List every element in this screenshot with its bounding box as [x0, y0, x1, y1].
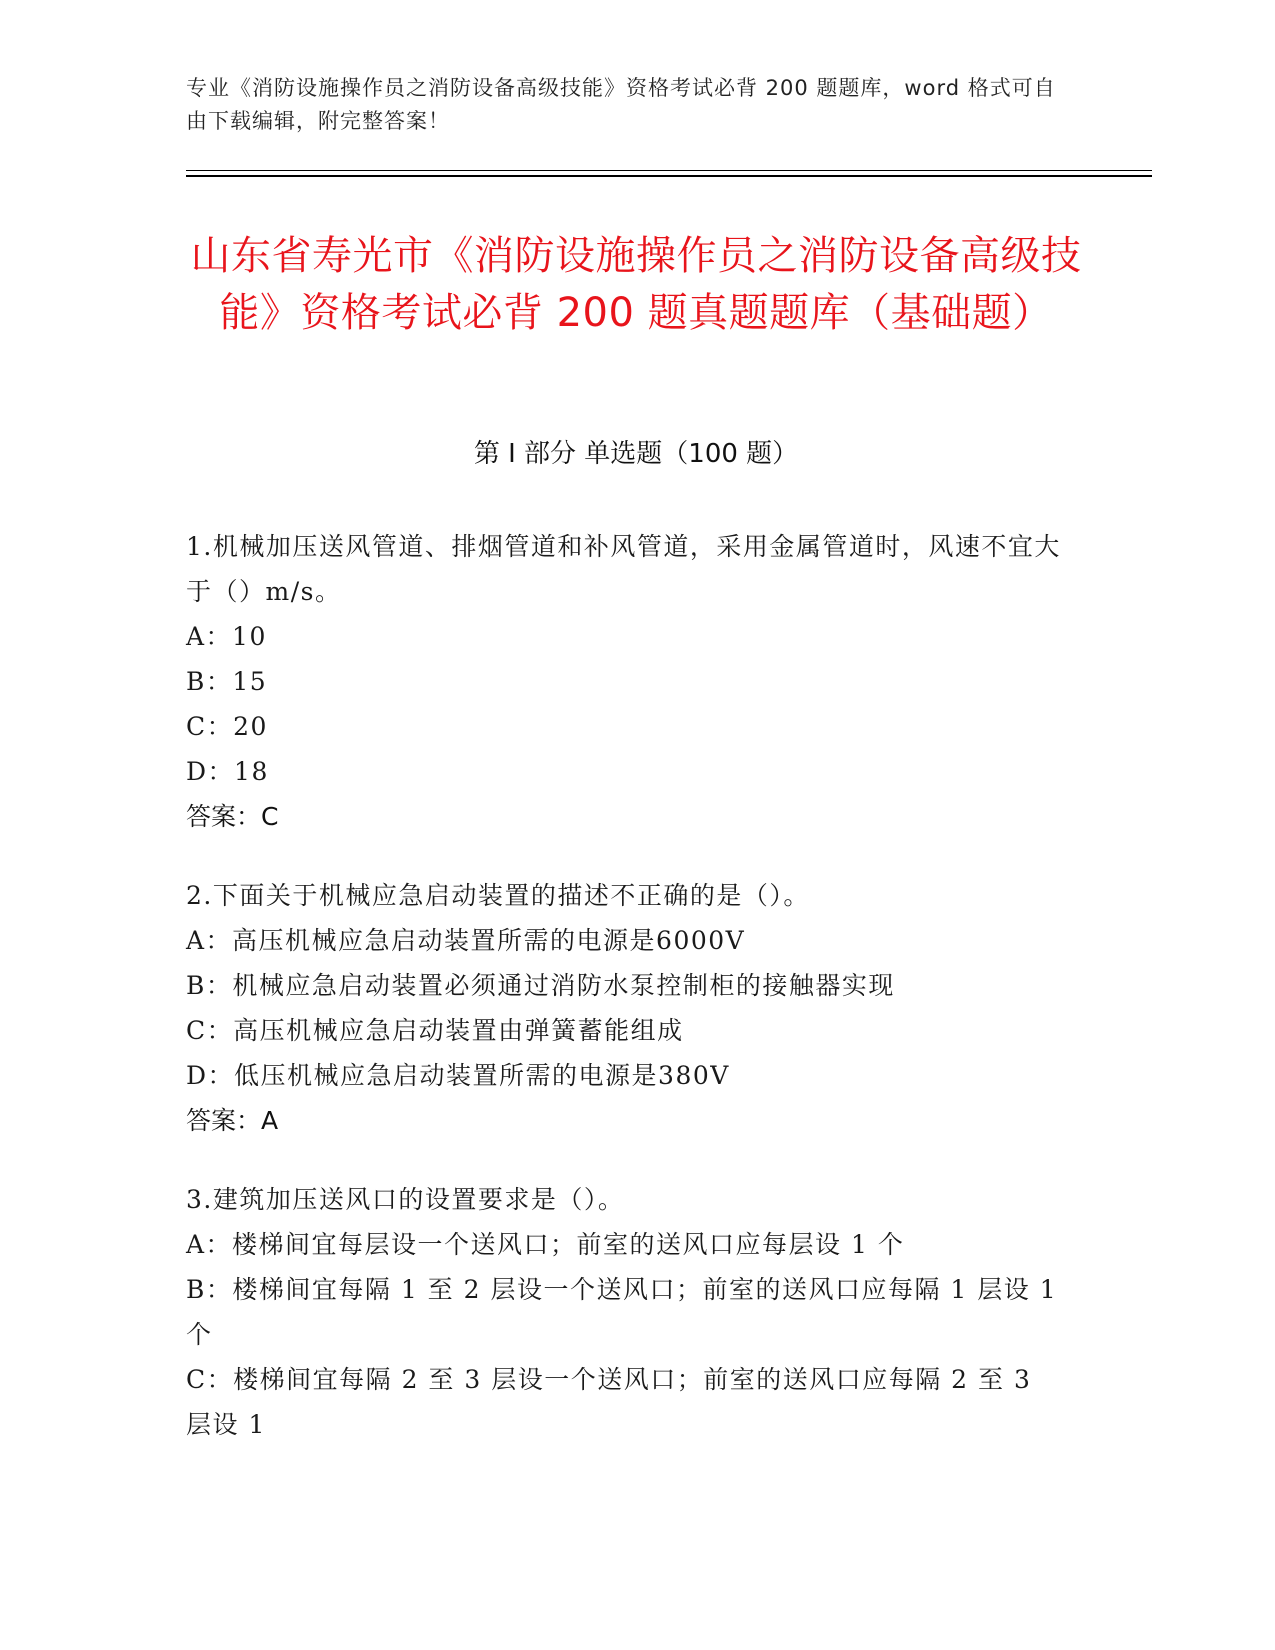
question-1 — [186, 524, 1066, 839]
question-stem: 3.建筑加压送风口的设置要求是（）。 — [186, 1185, 625, 1214]
question-2 — [186, 873, 1066, 1143]
option-a: A：10 — [186, 622, 267, 651]
option-c: C：高压机械应急启动装置由弹簧蓄能组成 — [186, 1016, 684, 1045]
header-divider-thick — [186, 175, 1152, 177]
section-title: 第 I 部分 单选题（100 题） — [473, 439, 799, 469]
document-title: 山东省寿光市《消防设施操作员之消防设备高级技能》资格考试必背 200 题真题题库（基础题） — [190, 233, 1082, 336]
option-b: B：15 — [186, 667, 268, 696]
option-a: A：高压机械应急启动装置所需的电源是6000V — [186, 926, 746, 955]
option-b: B：楼梯间宜每隔 1 至 2 层设一个送风口；前室的送风口应每隔 1 层设 1 个 — [186, 1275, 1058, 1349]
question-stem: 2.下面关于机械应急启动装置的描述不正确的是（）。 — [186, 881, 810, 910]
option-d: D：低压机械应急启动装置所需的电源是380V — [186, 1061, 730, 1090]
option-c: C：楼梯间宜每隔 2 至 3 层设一个送风口；前室的送风口应每隔 2 至 3 层设 1 — [186, 1365, 1032, 1439]
answer: 答案：A — [186, 1106, 279, 1135]
option-a: A：楼梯间宜每层设一个送风口；前室的送风口应每层设 1 个 — [186, 1230, 905, 1259]
question-3 — [186, 1177, 1066, 1447]
option-c: C：20 — [186, 712, 268, 741]
option-d: D：18 — [186, 757, 269, 786]
question-list — [186, 524, 1066, 1481]
header-divider-thin — [186, 170, 1152, 171]
answer: 答案：C — [186, 802, 279, 831]
header-note: 专业《消防设施操作员之消防设备高级技能》资格考试必背 200 题题库，word 格式可自由下载编辑，附完整答案！ — [186, 76, 1056, 133]
option-b: B：机械应急启动装置必须通过消防水泵控制柜的接触器实现 — [186, 971, 895, 1000]
question-stem: 1.机械加压送风管道、排烟管道和补风管道，采用金属管道时，风速不宜大于（）m/s。 — [186, 532, 1061, 606]
